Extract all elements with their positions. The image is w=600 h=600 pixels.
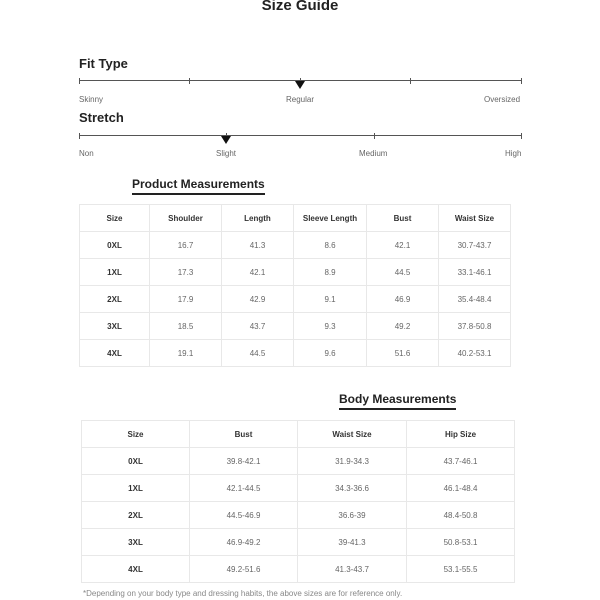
- table-cell: 8.9: [294, 259, 367, 286]
- table-row: [80, 340, 511, 367]
- table-cell: 19.1: [150, 340, 222, 367]
- table-cell: 4XL: [82, 556, 190, 583]
- table-cell: 41.3: [222, 232, 294, 259]
- column-header: Size: [82, 421, 190, 448]
- table-cell: 53.1-55.5: [407, 556, 515, 583]
- table-cell: 51.6: [367, 340, 439, 367]
- fit-type-label-skinny: Skinny: [79, 95, 104, 104]
- stretch-pointer-icon: [221, 136, 231, 144]
- stretch-tick: [521, 133, 522, 139]
- stretch-tick: [79, 133, 80, 139]
- stretch-label-non: Non: [79, 149, 94, 158]
- table-cell: 33.1-46.1: [439, 259, 511, 286]
- column-header: Shoulder: [150, 205, 222, 232]
- fit-type-tick: [189, 78, 190, 84]
- table-cell: 44.5-46.9: [190, 502, 298, 529]
- table-cell: 44.5: [222, 340, 294, 367]
- table-row: [82, 502, 515, 529]
- fit-type-pointer-icon: [295, 81, 305, 89]
- stretch-scale: [79, 135, 522, 136]
- column-header: Waist Size: [439, 205, 511, 232]
- table-cell: 1XL: [82, 475, 190, 502]
- stretch-label-high: High: [505, 149, 522, 158]
- table-cell: 0XL: [80, 232, 150, 259]
- table-cell: 46.9-49.2: [190, 529, 298, 556]
- product-measurements-table: [79, 204, 511, 367]
- table-row: [82, 556, 515, 583]
- table-row: [80, 259, 511, 286]
- table-cell: 48.4-50.8: [407, 502, 515, 529]
- table-cell: 3XL: [80, 313, 150, 340]
- table-cell: 42.1-44.5: [190, 475, 298, 502]
- table-cell: 37.8-50.8: [439, 313, 511, 340]
- table-cell: 46.9: [367, 286, 439, 313]
- footnote: *Depending on your body type and dressing habits, the above sizes are for reference only.: [83, 589, 403, 598]
- fit-type-label-regular: Regular: [286, 95, 315, 104]
- table-cell: 31.9-34.3: [298, 448, 407, 475]
- table-cell: 42.9: [222, 286, 294, 313]
- column-header: Sleeve Length: [294, 205, 367, 232]
- column-header: Length: [222, 205, 294, 232]
- table-cell: 1XL: [80, 259, 150, 286]
- stretch-heading: Stretch: [79, 110, 124, 125]
- table-cell: 16.7: [150, 232, 222, 259]
- table-cell: 43.7: [222, 313, 294, 340]
- table-cell: 34.3-36.6: [298, 475, 407, 502]
- table-cell: 4XL: [80, 340, 150, 367]
- table-cell: 49.2-51.6: [190, 556, 298, 583]
- table-cell: 30.7-43.7: [439, 232, 511, 259]
- table-cell: 17.3: [150, 259, 222, 286]
- table-row: [82, 529, 515, 556]
- table-row: [80, 286, 511, 313]
- table-cell: 9.1: [294, 286, 367, 313]
- table-cell: 35.4-48.4: [439, 286, 511, 313]
- table-row: [82, 475, 515, 502]
- body-measurements-table: [81, 420, 515, 583]
- table-row: [80, 313, 511, 340]
- product-measurements-heading: Product Measurements: [132, 177, 265, 195]
- table-cell: 9.6: [294, 340, 367, 367]
- table-cell: 8.6: [294, 232, 367, 259]
- fit-type-label-oversized: Oversized: [484, 95, 521, 104]
- stretch-tick: [374, 133, 375, 139]
- table-cell: 39-41.3: [298, 529, 407, 556]
- column-header: Size: [80, 205, 150, 232]
- table-cell: 9.3: [294, 313, 367, 340]
- stretch-label-slight: Slight: [216, 149, 237, 158]
- column-header: Bust: [190, 421, 298, 448]
- table-cell: 40.2-53.1: [439, 340, 511, 367]
- fit-type-tick: [410, 78, 411, 84]
- fit-type-heading: Fit Type: [79, 56, 128, 71]
- table-header-row: [82, 421, 515, 448]
- table-cell: 46.1-48.4: [407, 475, 515, 502]
- stretch-label-medium: Medium: [359, 149, 388, 158]
- table-cell: 36.6-39: [298, 502, 407, 529]
- table-cell: 2XL: [82, 502, 190, 529]
- fit-type-tick: [79, 78, 80, 84]
- table-cell: 0XL: [82, 448, 190, 475]
- table-cell: 3XL: [82, 529, 190, 556]
- table-cell: 41.3-43.7: [298, 556, 407, 583]
- table-cell: 2XL: [80, 286, 150, 313]
- column-header: Waist Size: [298, 421, 407, 448]
- table-cell: 50.8-53.1: [407, 529, 515, 556]
- table-cell: 43.7-46.1: [407, 448, 515, 475]
- table-cell: 42.1: [367, 232, 439, 259]
- table-header-row: [80, 205, 511, 232]
- table-cell: 44.5: [367, 259, 439, 286]
- table-cell: 42.1: [222, 259, 294, 286]
- table-cell: 39.8-42.1: [190, 448, 298, 475]
- table-cell: 18.5: [150, 313, 222, 340]
- column-header: Bust: [367, 205, 439, 232]
- body-measurements-heading: Body Measurements: [339, 392, 456, 410]
- table-cell: 49.2: [367, 313, 439, 340]
- table-row: [80, 232, 511, 259]
- table-cell: 17.9: [150, 286, 222, 313]
- page-title: Size Guide: [261, 0, 339, 14]
- column-header: Hip Size: [407, 421, 515, 448]
- table-row: [82, 448, 515, 475]
- fit-type-tick: [521, 78, 522, 84]
